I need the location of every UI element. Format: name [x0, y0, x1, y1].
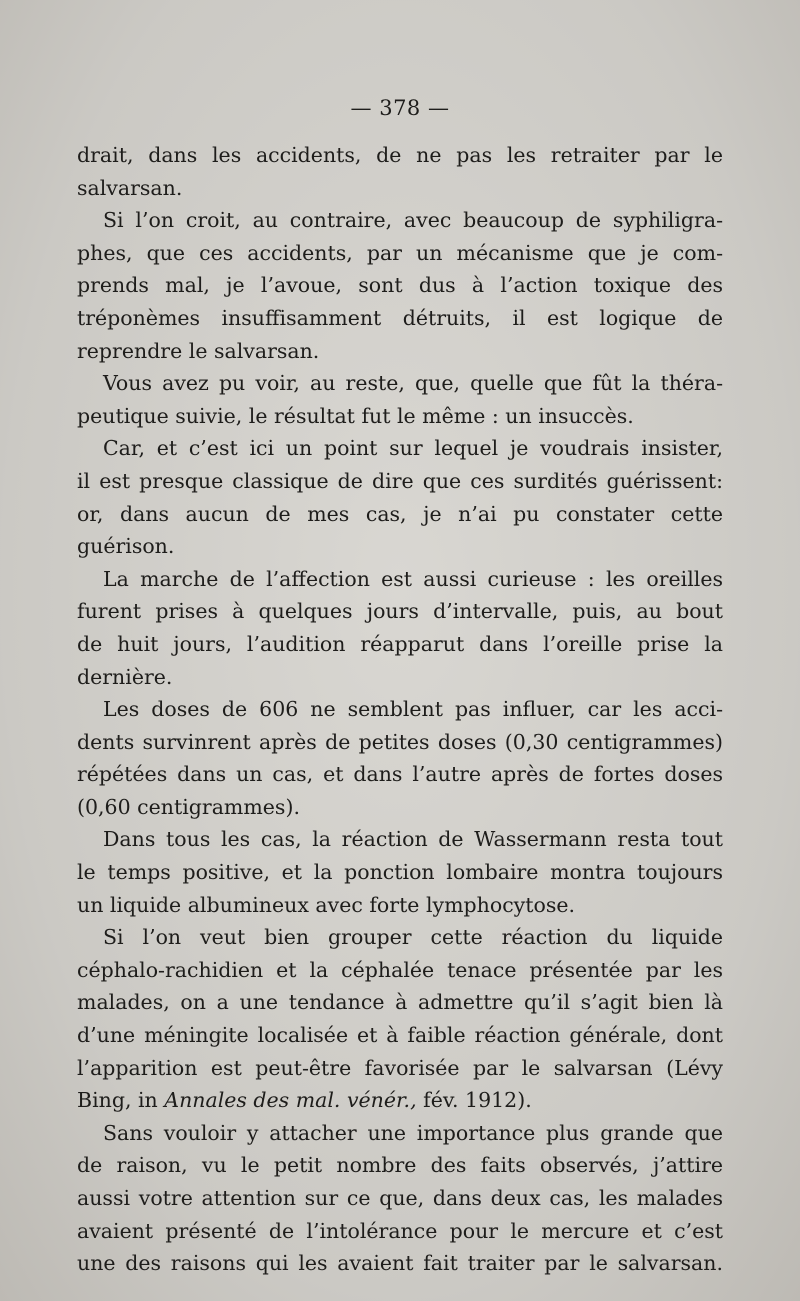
- text-line: or, dans aucun de mes cas, je n’ai pu constater cette: [77, 501, 723, 526]
- text-line: prends mal, je l’avoue, sont dus à l’action toxique des: [77, 273, 723, 298]
- text-line: l’apparition est peut-être favorisée par le salvarsan (Lévy: [77, 1055, 723, 1080]
- text-line: une des raisons qui les avaient fait traiter par le salvarsan.: [77, 1251, 723, 1276]
- text-line: d’une méningite localisée et à faible réaction générale, dont: [77, 1023, 723, 1048]
- text-line: de raison, vu le petit nombre des faits observés, j’attire: [77, 1153, 723, 1178]
- text-line: de huit jours, l’audition réapparut dans l’oreille prise la: [77, 631, 723, 656]
- body-text: [77, 139, 723, 1280]
- journal-title: Annales des mal. vénér.,: [164, 1088, 417, 1113]
- page-number: — 378 —: [350, 96, 450, 120]
- text-fragment: Bing, in: [77, 1088, 165, 1113]
- text-line: tréponèmes insuffisamment détruits, il est logique de: [77, 305, 723, 330]
- text-line: peutique suivie, le résultat fut le même : un insuccès.: [77, 403, 634, 428]
- text-line: aussi votre attention sur ce que, dans deux cas, les malades: [77, 1186, 723, 1210]
- text-line: avaient présenté de l’intolérance pour le mercure et c’est: [77, 1218, 723, 1243]
- text-line: Car, et c’est ici un point sur lequel je voudrais insister,: [103, 436, 723, 461]
- text-line: répétées dans un cas, et dans l’autre après de fortes doses: [77, 762, 723, 787]
- text-line: La marche de l’affection est aussi curieuse : les oreilles: [103, 566, 723, 591]
- text-line: Si l’on veut bien grouper cette réaction du liquide: [103, 925, 723, 950]
- text-line: Les doses de 606 ne semblent pas influer, car les acci-: [103, 697, 723, 722]
- text-line: Dans tous les cas, la réaction de Wassermann resta tout: [103, 827, 723, 852]
- text-fragment: fév. 1912).: [423, 1088, 532, 1113]
- text-line: le temps positive, et la ponction lombaire montra toujours: [77, 860, 723, 885]
- text-line: furent prises à quelques jours d’intervalle, puis, au bout: [77, 599, 723, 624]
- text-line: dents survinrent après de petites doses (0,30 centigrammes): [77, 729, 723, 754]
- text-line: malades, on a une tendance à admettre qu’il s’agit bien là: [77, 990, 723, 1015]
- text-line: Vous avez pu voir, au reste, que, quelle que fût la théra-: [103, 371, 723, 396]
- text-line: (0,60 centigrammes).: [77, 794, 300, 819]
- text-line: dernière.: [77, 664, 173, 689]
- text-line: [77, 1084, 723, 1117]
- text-line: guérison.: [77, 534, 175, 559]
- text-line: reprendre le salvarsan.: [77, 338, 320, 363]
- text-line: céphalo-rachidien et la céphalée tenace présentée par les: [77, 957, 723, 982]
- text-line: salvarsan.: [77, 175, 183, 200]
- text-line: un liquide albumineux avec forte lymphocytose.: [77, 892, 576, 917]
- text-line: Sans vouloir y attacher une importance plus grande que: [103, 1120, 723, 1145]
- text-line: il est presque classique de dire que ces surdités guérissent:: [77, 468, 723, 493]
- text-line: Si l’on croit, au contraire, avec beaucoup de syphiligra-: [103, 208, 723, 233]
- text-line: drait, dans les accidents, de ne pas les retraiter par le: [77, 143, 723, 167]
- text-line: phes, que ces accidents, par un mécanisme que je com-: [77, 240, 723, 265]
